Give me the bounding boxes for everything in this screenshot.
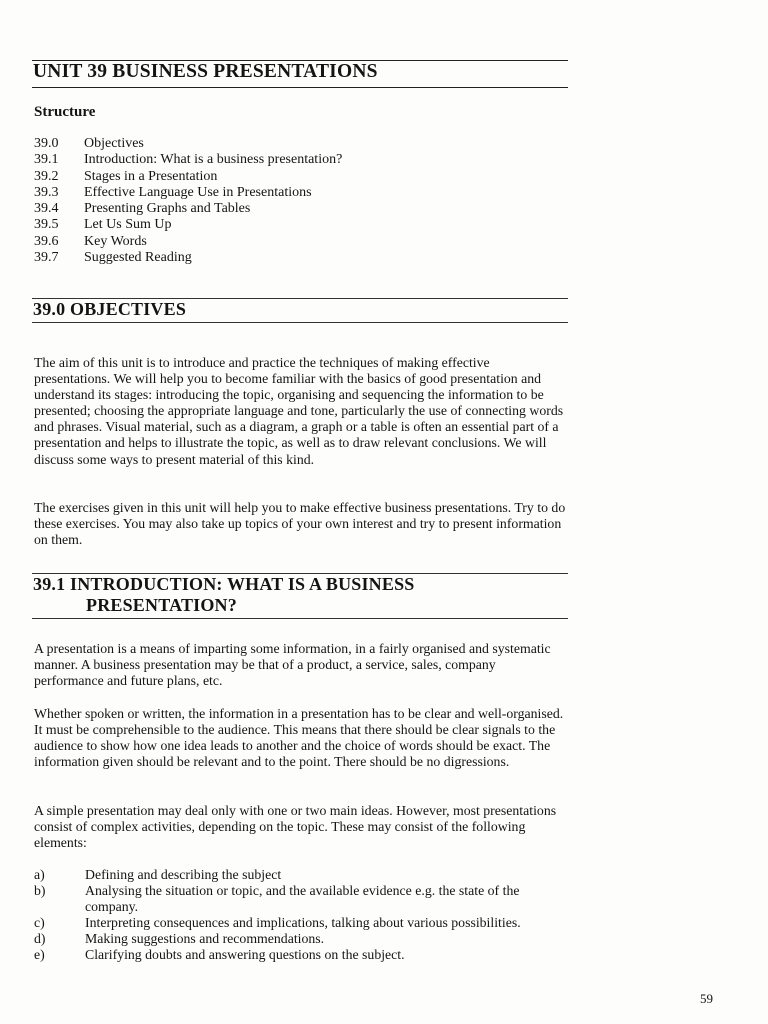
structure-item: [34, 201, 342, 217]
structure-item-number: 39.4: [34, 201, 59, 217]
objectives-paragraph: The exercises given in this unit will help you to make effective business presentations. Try to do these exercises. You may also take up topics of your own interest and try to present information on them.: [34, 500, 566, 548]
list-item-text: Making suggestions and recommendations.: [85, 931, 325, 947]
structure-item: [34, 185, 342, 201]
elements-list: [34, 867, 566, 964]
list-item: [34, 947, 566, 963]
introduction-heading-line2: PRESENTATION?: [86, 595, 237, 615]
unit-title: UNIT 39 BUSINESS PRESENTATIONS: [33, 61, 378, 82]
structure-item-number: 39.6: [34, 233, 59, 249]
introduction-paragraph: A presentation is a means of imparting some information, in a fairly organised and systematic manner. A business presentation may be that of a product, a service, sales, company performance and future plans, etc.: [34, 641, 551, 689]
list-item-text: Clarifying doubts and answering questions on the subject.: [85, 947, 405, 963]
structure-item-label: Stages in a Presentation: [84, 168, 218, 184]
structure-item-number: 39.0: [34, 136, 59, 151]
page-number: 59: [700, 991, 713, 1006]
structure-item: [34, 250, 342, 266]
introduction-paragraph: A simple presentation may deal only with one or two main ideas. However, most presentations consist of complex activities, depending on the topic. These may consist of the following elements:: [34, 803, 557, 851]
list-item-text: Defining and describing the subject: [85, 867, 282, 882]
introduction-paragraph: Whether spoken or written, the information in a presentation has to be clear and well-organised. It must be comprehensible to the audience. This means that there should be clear signals to the audience to show how one idea leads to another and the choice of words should be exact. The information given should be relevant and to the point. There should be no digressions.: [34, 706, 564, 770]
structure-item-label: Objectives: [84, 136, 144, 151]
list-item: [34, 931, 566, 947]
structure-item-label: Effective Language Use in Presentations: [84, 184, 312, 200]
structure-item: [34, 234, 342, 250]
structure-item-number: 39.3: [34, 184, 59, 200]
list-item-marker: e): [34, 947, 45, 963]
list-item-marker: b): [34, 883, 46, 899]
list-item: [34, 915, 566, 931]
structure-item-label: Let Us Sum Up: [84, 217, 172, 233]
list-item-marker: c): [34, 915, 45, 931]
structure-item-label: Introduction: What is a business presentation?: [84, 152, 343, 168]
list-item-marker: d): [34, 931, 46, 947]
structure-item-label: Suggested Reading: [84, 250, 192, 266]
list-item: [34, 883, 566, 915]
structure-item: [34, 136, 342, 152]
introduction-heading-line1: 39.1 INTRODUCTION: WHAT IS A BUSINESS: [33, 574, 415, 594]
structure-item: [34, 152, 342, 168]
list-item-text: Interpreting consequences and implications, talking about various possibilities.: [85, 915, 521, 931]
objectives-heading: 39.0 OBJECTIVES: [33, 299, 187, 319]
objectives-bottom-rule: [32, 322, 568, 323]
structure-item-number: 39.7: [34, 250, 59, 266]
structure-item-label: Key Words: [84, 233, 147, 249]
structure-item-label: Presenting Graphs and Tables: [84, 201, 251, 217]
objectives-paragraph: The aim of this unit is to introduce and practice the techniques of making effective presentations. We will help you to become familiar with the basics of good presentation and understand its stages: introducing the topic, organising and sequencing the information to be presented; choosing the appropriate language and tone, particularly the use of connecting words and phrases. Visual material, such as a diagram, a graph or a table is often an essential part of a presentation and helps to illustrate the topic, as well as to draw relevant conclusions. We will discuss some ways to present material of this kind.: [34, 355, 564, 467]
structure-item-number: 39.2: [34, 168, 59, 184]
title-bottom-rule: [32, 87, 568, 88]
structure-item-number: 39.5: [34, 217, 59, 233]
structure-item-number: 39.1: [34, 152, 59, 168]
list-item-text: Analysing the situation or topic, and the available evidence e.g. the state of the company.: [85, 883, 520, 915]
structure-heading: Structure: [34, 104, 96, 120]
structure-item: [34, 217, 342, 233]
introduction-bottom-rule: [32, 618, 568, 619]
list-item-marker: a): [34, 867, 45, 882]
structure-item: [34, 169, 342, 185]
structure-list: [34, 136, 342, 266]
list-item: [34, 867, 566, 883]
